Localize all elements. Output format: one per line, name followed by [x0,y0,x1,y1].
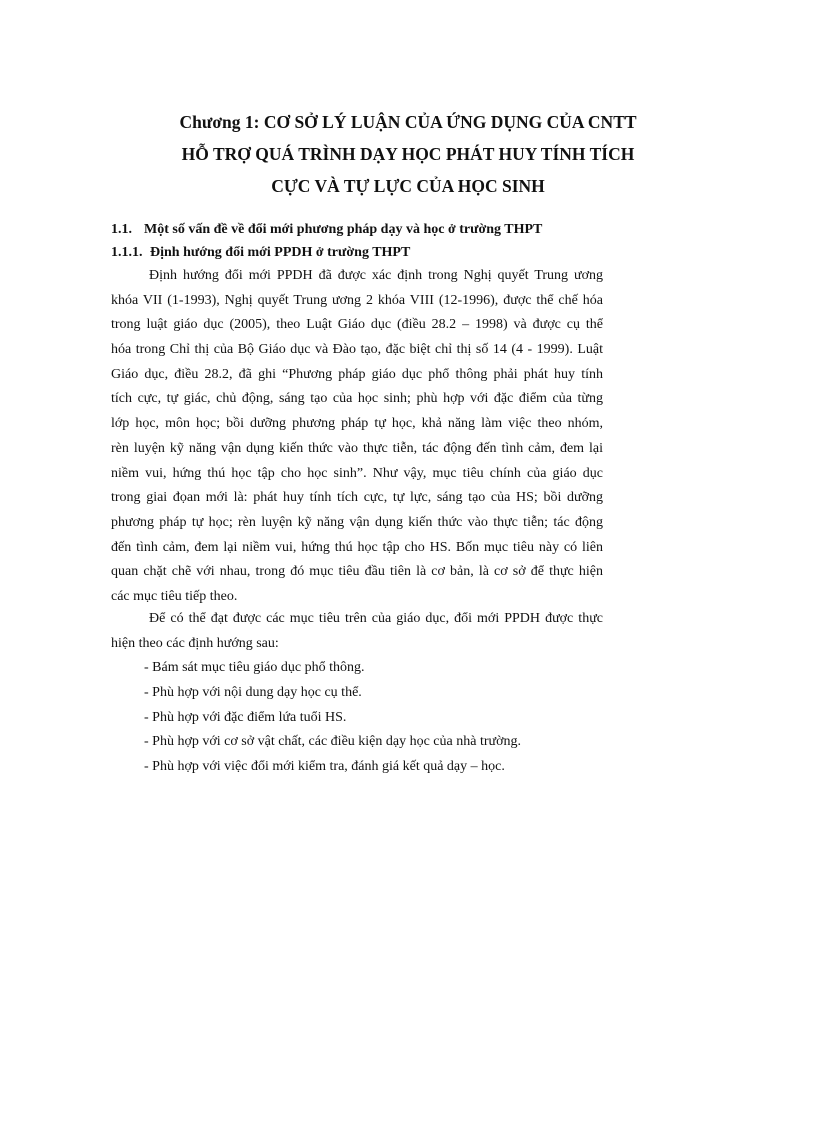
paragraph-line: trong luật giáo dục (2005), theo Luật Giáo dục (điều 28.2 – 1998) và được cụ thể [111,317,603,333]
section-number: 1.1. [111,222,132,237]
list-item: - Phù hợp với việc đổi mới kiểm tra, đánh giá kết quả dạy – học. [144,759,505,775]
subsection-number: 1.1.1. [111,245,143,260]
paragraph-line: rèn luyện kỹ năng vận dụng kiến thức vào thực tiễn, tác động đến tình cảm, đem lại [111,440,603,456]
paragraph-line: khóa VII (1-1993), Nghị quyết Trung ương 2 khóa VIII (12-1996), được thể chế hóa [111,292,603,308]
paragraph-line: Định hướng đổi mới PPDH đã được xác định trong Nghị quyết Trung ương [149,268,603,283]
paragraph-implementation [111,607,603,656]
paragraph-line: tích cực, tự giác, chủ động, sáng tạo của học sinh; phù hợp với đặc điểm của từng [111,391,603,407]
paragraph-line: đến tình cảm, đem lại niềm vui, hứng thú học tập cho HS. Bốn mục tiêu này có liên [111,539,603,555]
chapter-title-line-1: Chương 1: CƠ SỞ LÝ LUẬN CỦA ỨNG DỤNG CỦA CNTT [179,112,637,132]
paragraph-line: quan chặt chẽ với nhau, trong đó mục tiêu đầu tiên là cơ bản, là cơ sở để thực hiện [111,564,603,580]
orientation-list [144,656,521,780]
chapter-title-line-2: HỖ TRỢ QUÁ TRÌNH DẠY HỌC PHÁT HUY TÍNH TÍCH [181,144,635,164]
list-item: - Phù hợp với cơ sở vật chất, các điều kiện dạy học của nhà trường. [144,734,521,750]
section-heading [111,222,542,238]
paragraph-orientation [111,264,603,610]
paragraph-line: trong giai đọan mới là: phát huy tính tích cực, tự lực, sáng tạo của HS; bồi dưỡng [111,490,603,506]
paragraph-line: Giáo dục, điều 28.2, đã ghi “Phương pháp giáo dục phổ thông phải phát huy tính [111,366,603,382]
paragraph-line: các mục tiêu tiếp theo. [111,588,238,604]
paragraph-line: hiện theo các định hướng sau: [111,635,279,651]
chapter-title-line-3: CỰC VÀ TỰ LỰC CỦA HỌC SINH [271,176,545,196]
list-item: - Bám sát mục tiêu giáo dục phổ thông. [144,660,365,675]
paragraph-line: Để có thể đạt được các mục tiêu trên của giáo dục, đổi mới PPDH được thực [149,611,603,626]
paragraph-line: lớp học, môn học; bồi dưỡng phương pháp tự học, khả năng làm việc theo nhóm, [111,416,603,432]
paragraph-line: phương pháp tự học; rèn luyện kỹ năng vận dụng kiến thức vào thực tiễn; tác động [111,514,603,530]
subsection-heading [111,245,410,261]
section-title: Một số vấn đề về đổi mới phương pháp dạy và học ở trường THPT [144,222,543,237]
list-item: - Phù hợp với đặc điểm lứa tuổi HS. [144,709,347,725]
chapter-title [100,106,716,202]
paragraph-line: niềm vui, hứng thú học tập cho học sinh”. Như vậy, mục tiêu chính của giáo dục [111,465,603,481]
paragraph-line: hóa trong Chỉ thị của Bộ Giáo dục và Đào tạo, đặc biệt chỉ thị số 14 (4 - 1999). Luật [111,342,603,358]
list-item: - Phù hợp với nội dung dạy học cụ thể. [144,684,362,700]
subsection-title: Định hướng đổi mới PPDH ở trường THPT [150,245,411,260]
